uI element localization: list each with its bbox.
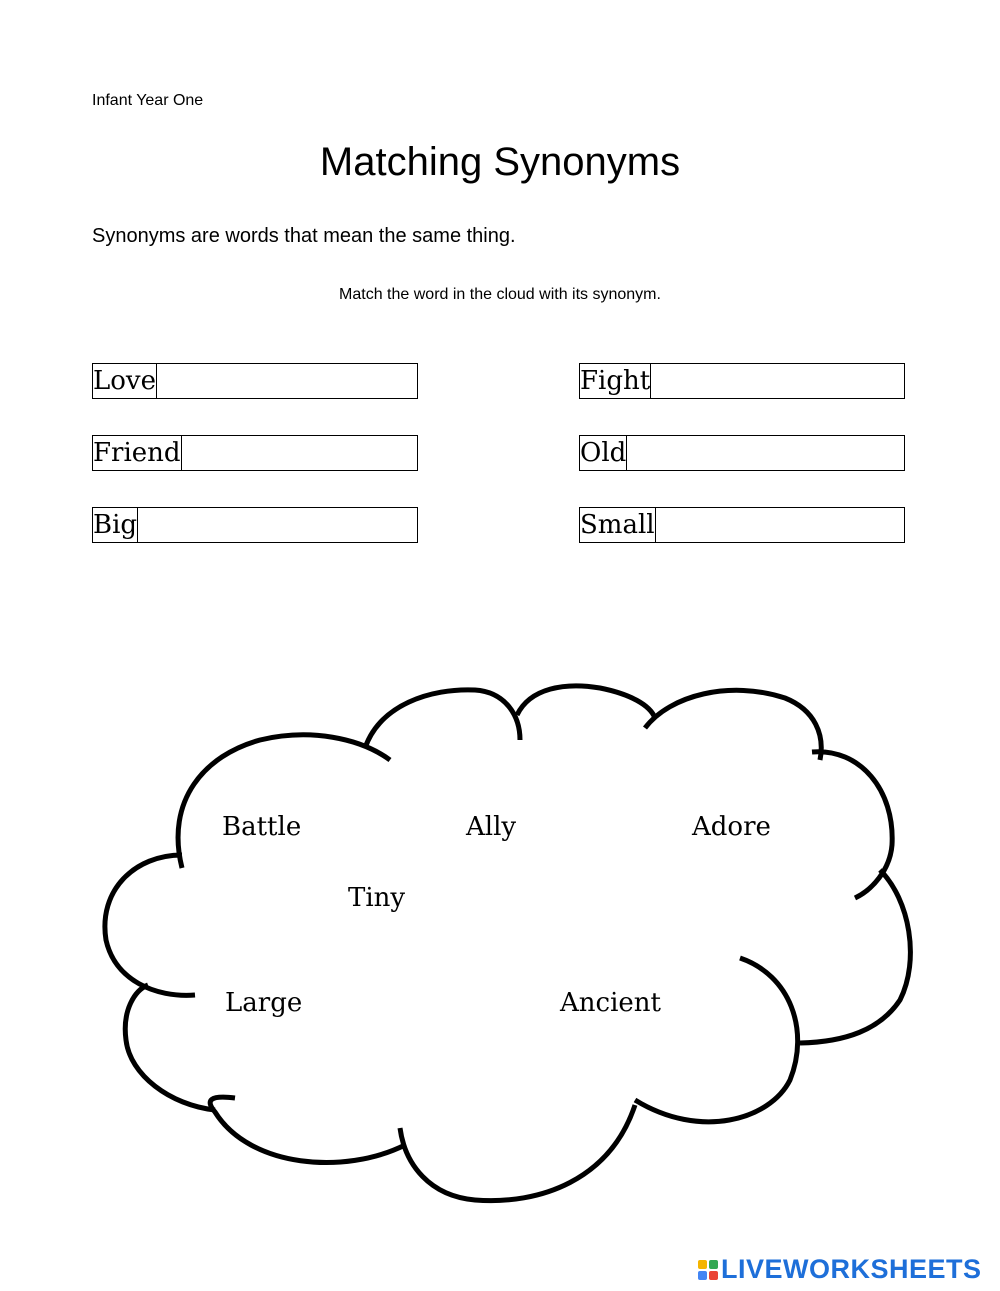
pair-word: Fight xyxy=(580,366,651,396)
pair-word: Big xyxy=(93,510,138,540)
cloud-word-battle: Battle xyxy=(222,812,302,842)
brand-name: LIVEWORKSHEETS xyxy=(721,1254,982,1284)
intro-text: Synonyms are words that mean the same thing. xyxy=(92,225,516,247)
pair-word: Old xyxy=(580,438,627,468)
page-title: Matching Synonyms xyxy=(319,140,681,184)
pair-word: Small xyxy=(580,510,655,540)
logo-square xyxy=(709,1271,718,1280)
logo-square xyxy=(698,1271,707,1280)
cloud-word-ally: Ally xyxy=(466,812,517,842)
instruction-text: Match the word in the cloud with its synonym. xyxy=(339,286,661,303)
cloud-word-large: Large xyxy=(225,988,303,1018)
logo-icon xyxy=(698,1260,718,1280)
cloud-word-ancient: Ancient xyxy=(560,988,661,1018)
pair-word: Friend xyxy=(93,438,181,468)
cloud-word-adore: Adore xyxy=(692,812,771,842)
footer-brand xyxy=(698,1254,982,1285)
logo-square xyxy=(709,1260,718,1269)
logo-square xyxy=(698,1260,707,1269)
grade-label: Infant Year One xyxy=(92,92,204,109)
cloud-word-tiny: Tiny xyxy=(348,883,406,913)
pair-word: Love xyxy=(93,366,156,396)
